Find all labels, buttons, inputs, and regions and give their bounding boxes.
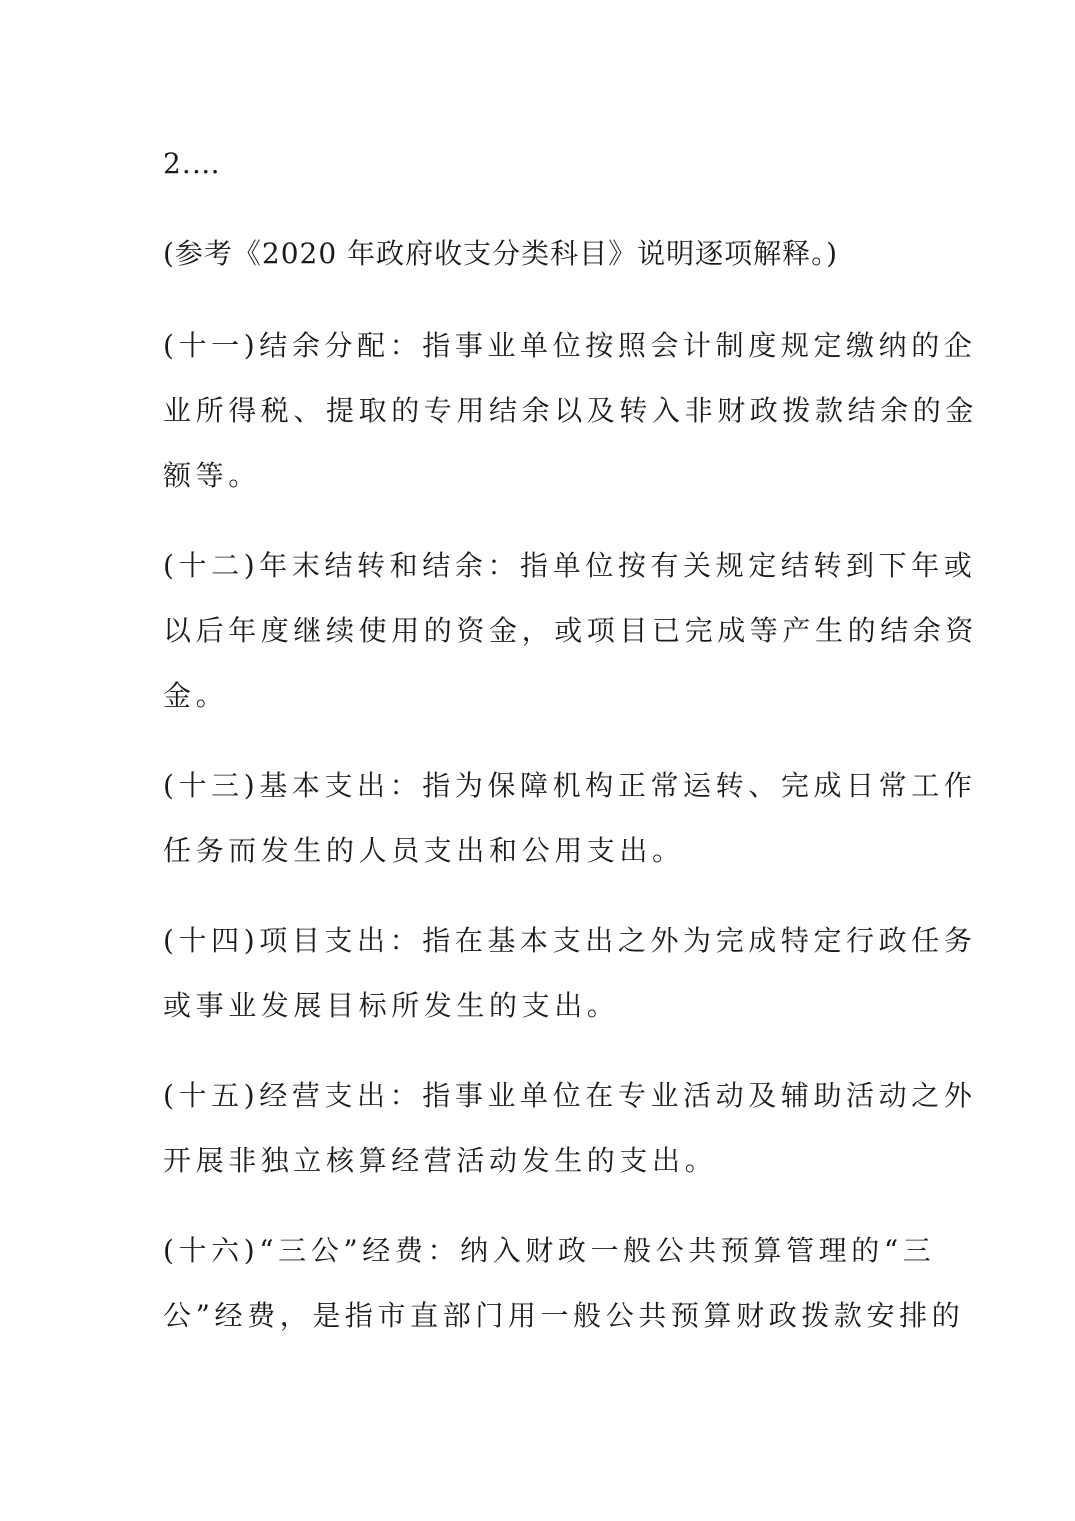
text-line: 业所得税、提取的专用结余以及转入非财政拨款结余的金 <box>163 394 979 427</box>
text-line: (参考《2020 年政府收支分类科目》说明逐项解释。) <box>163 237 839 270</box>
text-line: 以后年度继续使用的资金，或项目已完成等产生的结余资 <box>163 614 979 647</box>
text-line: (十五)经营支出：指事业单位在专业活动及辅助活动之外 <box>163 1079 977 1112</box>
text-line: 或事业发展目标所发生的支出。 <box>163 989 620 1022</box>
text-line: (十四)项目支出：指在基本支出之外为完成特定行政任务 <box>163 924 977 957</box>
text-line: 2.… <box>163 147 221 180</box>
text-line: 公”经费，是指市直部门用一般公共预算财政拨款安排的 <box>163 1299 965 1332</box>
text-line: 金。 <box>163 679 229 712</box>
text-line: (十一)结余分配：指事业单位按照会计制度规定缴纳的企 <box>163 329 977 362</box>
text-line: 额等。 <box>163 459 261 492</box>
text-line: 开展非独立核算经营活动发生的支出。 <box>163 1144 718 1177</box>
text-line: (十三)基本支出：指为保障机构正常运转、完成日常工作 <box>163 769 977 802</box>
text-line: 任务而发生的人员支出和公用支出。 <box>163 834 685 867</box>
text-line: (十二)年末结转和结余：指单位按有关规定结转到下年或 <box>163 549 977 582</box>
text-line: (十六)“三公”经费：纳入财政一般公共预算管理的“三 <box>163 1234 936 1267</box>
